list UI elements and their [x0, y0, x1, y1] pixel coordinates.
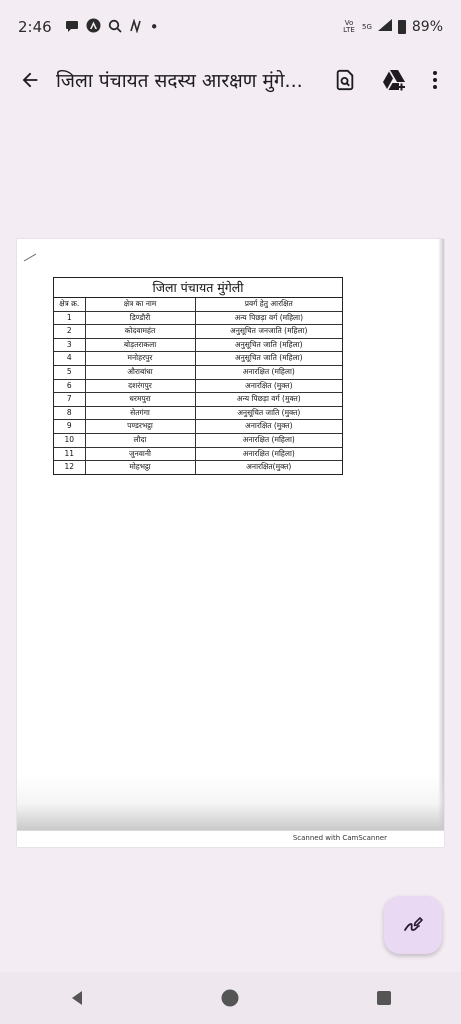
- cell-name: मोहभट्ठा: [85, 461, 195, 474]
- search-icon: [108, 19, 122, 36]
- cell-number: 7: [54, 393, 85, 407]
- cell-category: अनारक्षित (महिला): [195, 447, 342, 461]
- draw-edit-icon: [401, 913, 425, 937]
- nav-recents-icon[interactable]: [364, 978, 404, 1018]
- system-nav-bar: [0, 972, 461, 1024]
- cell-name: बोड़तराकला: [85, 338, 195, 352]
- cell-name: लौदा: [85, 433, 195, 447]
- cell-number: 6: [54, 379, 85, 393]
- cell-number: 2: [54, 325, 85, 339]
- cell-category: अनारक्षित (महिला): [195, 433, 342, 447]
- status-time: 2:46: [18, 18, 52, 36]
- cell-name: पण्डरभट्ठा: [85, 420, 195, 434]
- table-row: [54, 447, 342, 461]
- nav-back-icon[interactable]: [57, 978, 97, 1018]
- page-footer: [17, 830, 444, 847]
- reservation-table: [53, 277, 343, 475]
- table-row: [54, 311, 342, 325]
- cell-category: अनारक्षित(मुक्त): [195, 461, 342, 474]
- table-title: जिला पंचायत मुंगेली: [54, 278, 342, 298]
- message-icon: [65, 19, 79, 36]
- cell-category: अनुसूचित जनजाति (महिला): [195, 325, 342, 339]
- document-title: जिला पंचायत सदस्य आरक्षण मुंगे...: [56, 70, 303, 92]
- cell-number: 12: [54, 461, 85, 474]
- table-row: [54, 461, 342, 474]
- n-logo-icon: [129, 19, 143, 36]
- battery-icon: [398, 20, 406, 34]
- table-row: [54, 325, 342, 339]
- table-row: [54, 433, 342, 447]
- cell-category: अनुसूचित जाति (महिला): [195, 352, 342, 366]
- header-area-name: क्षेत्र का नाम: [85, 298, 195, 311]
- pdf-page: [17, 239, 444, 847]
- table-row: [54, 365, 342, 379]
- cell-number: 1: [54, 311, 85, 325]
- cell-number: 3: [54, 338, 85, 352]
- scanner-watermark: Scanned with CamScanner: [292, 834, 387, 842]
- cell-name: धरमपुरा: [85, 393, 195, 407]
- table-row: [54, 406, 342, 420]
- scan-shadow-bottom: [17, 776, 444, 831]
- more-vert-icon[interactable]: [419, 60, 451, 100]
- battery-level: 89%: [411, 19, 443, 35]
- cell-category: अनारक्षित (मुक्त): [195, 420, 342, 434]
- cell-number: 10: [54, 433, 85, 447]
- scan-shadow-right: [438, 239, 444, 847]
- cell-name: डिण्डौरी: [85, 311, 195, 325]
- cell-name: औराबांधा: [85, 365, 195, 379]
- pdf-viewer[interactable]: [0, 106, 461, 972]
- cell-category: अन्य पिछड़ा वर्ग (मुक्त): [195, 393, 342, 407]
- volte-indicator: Vo LTE: [343, 19, 355, 34]
- cell-name: सेतगंगा: [85, 406, 195, 420]
- network-type: 5G: [361, 22, 372, 31]
- signal-icon: [378, 19, 392, 35]
- cell-number: 5: [54, 365, 85, 379]
- cell-name: मनोहरपुर: [85, 352, 195, 366]
- table-header-row: [54, 298, 342, 311]
- pen-mark: [24, 254, 37, 262]
- cell-category: अनारक्षित (मुक्त): [195, 379, 342, 393]
- cell-name: जुनवानी: [85, 447, 195, 461]
- notification-dot: •: [149, 18, 159, 36]
- cell-number: 4: [54, 352, 85, 366]
- cell-category: अनुसूचित जाति (मुक्त): [195, 406, 342, 420]
- status-right: [342, 19, 443, 35]
- status-left: [18, 18, 159, 36]
- header-area-number: क्षेत्र क्र.: [54, 298, 85, 311]
- cell-number: 8: [54, 406, 85, 420]
- table-grid: [54, 298, 342, 474]
- app-toolbar: [0, 54, 461, 106]
- cell-name: कोदवामहंत: [85, 325, 195, 339]
- assistant-icon: [86, 18, 101, 36]
- table-row: [54, 379, 342, 393]
- table-row: [54, 393, 342, 407]
- nav-home-icon[interactable]: [210, 978, 250, 1018]
- drive-add-icon[interactable]: [375, 60, 415, 100]
- header-reserved-category: प्रवर्ग हेतु आरक्षित: [195, 298, 342, 311]
- cell-category: अनारक्षित (महिला): [195, 365, 342, 379]
- cell-number: 9: [54, 420, 85, 434]
- status-bar: [0, 0, 461, 54]
- cell-category: अन्य पिछड़ा वर्ग (महिला): [195, 311, 342, 325]
- table-row: [54, 338, 342, 352]
- cell-category: अनुसूचित जाति (महिला): [195, 338, 342, 352]
- back-arrow-icon[interactable]: [10, 60, 50, 100]
- cell-name: दशरंगपुर: [85, 379, 195, 393]
- cell-number: 11: [54, 447, 85, 461]
- table-row: [54, 420, 342, 434]
- table-row: [54, 352, 342, 366]
- find-in-page-icon[interactable]: [325, 60, 365, 100]
- annotate-fab[interactable]: [384, 896, 442, 954]
